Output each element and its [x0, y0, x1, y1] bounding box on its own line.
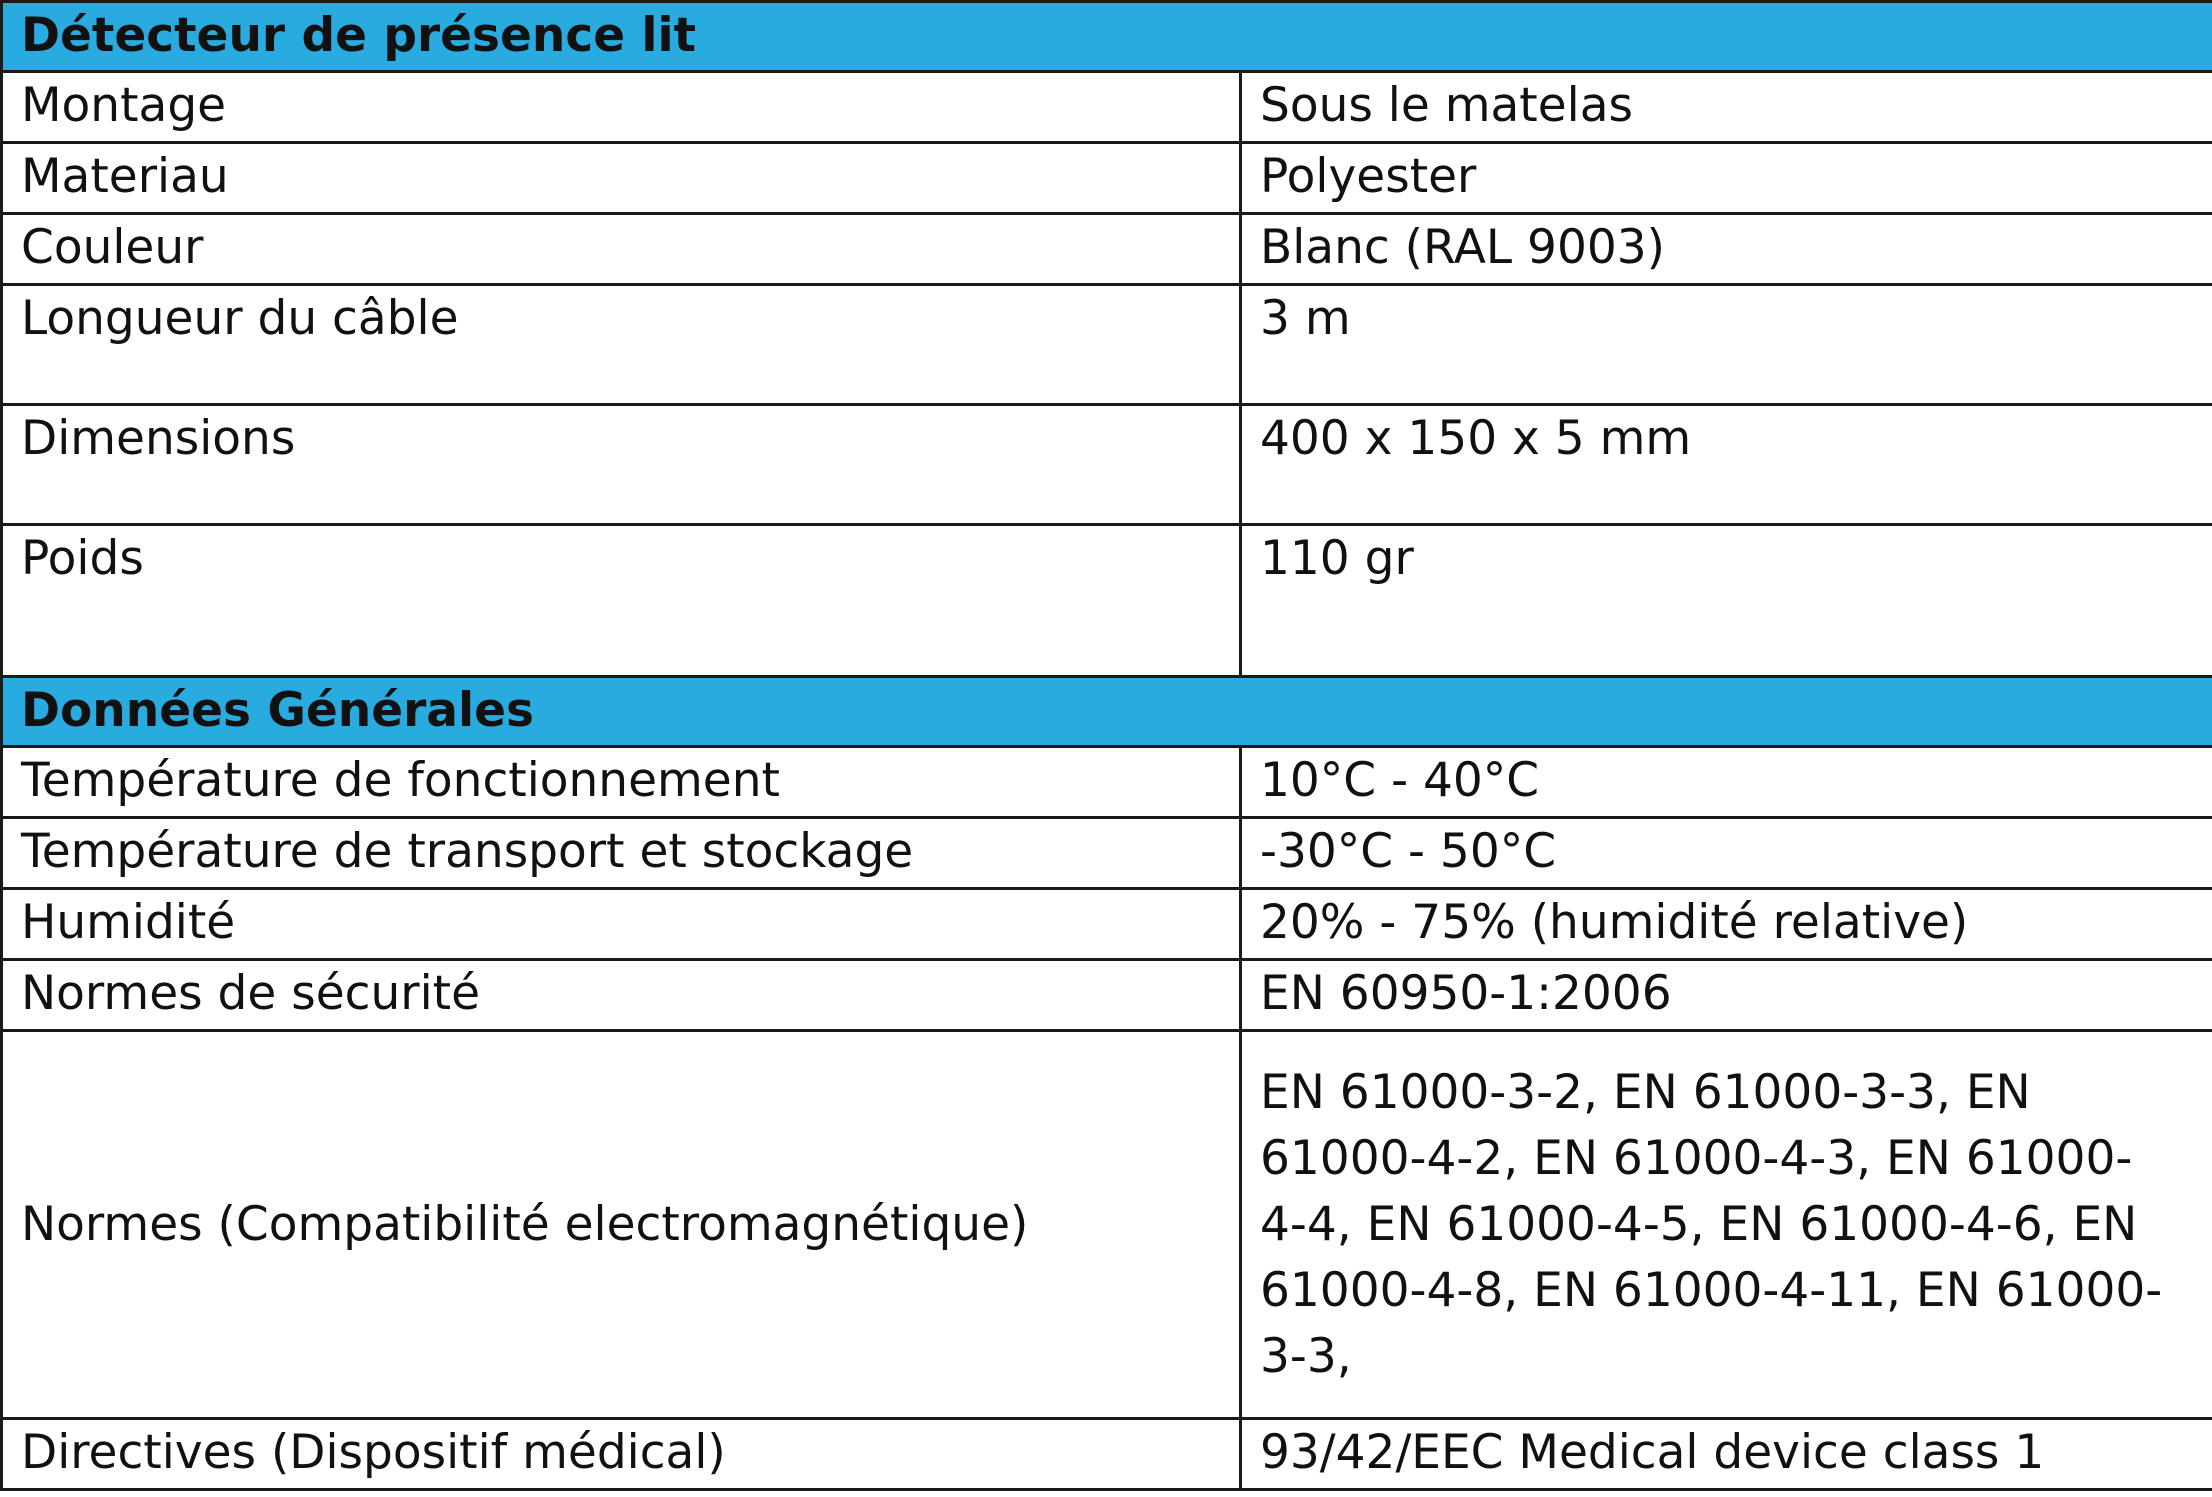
table-row [2, 818, 2212, 889]
section-title: Données Générales [2, 677, 2212, 747]
row-label: Humidité [2, 889, 1241, 960]
table-row [2, 889, 2212, 960]
table-row [2, 214, 2212, 285]
row-value: Blanc (RAL 9003) [1241, 214, 2212, 285]
row-label: Poids [2, 525, 1241, 677]
table-row [2, 525, 2212, 677]
row-label: Température de fonctionnement [2, 747, 1241, 818]
value-line: 61000-4-2, EN 61000-4-3, EN 61000- [1260, 1130, 2133, 1186]
section-header-detecteur [2, 2, 2212, 72]
section-title: Détecteur de présence lit [2, 2, 2212, 72]
value-line: 3-3, [1260, 1328, 1352, 1384]
value-line: 4-4, EN 61000-4-5, EN 61000-4-6, EN [1260, 1196, 2138, 1252]
value-line: EN 61000-3-2, EN 61000-3-3, EN [1260, 1064, 2031, 1120]
row-value: 3 m [1241, 285, 2212, 405]
row-label: Température de transport et stockage [2, 818, 1241, 889]
row-label: Directives (Dispositif médical) [2, 1419, 1241, 1490]
table-row [2, 143, 2212, 214]
table-row [2, 960, 2212, 1031]
row-value-multiline [1241, 1031, 2212, 1419]
row-label: Normes (Compatibilité electromagnétique) [2, 1031, 1241, 1419]
row-label: Montage [2, 72, 1241, 143]
value-line: 61000-4-8, EN 61000-4-11, EN 61000- [1260, 1262, 2163, 1318]
row-value: 93/42/EEC Medical device class 1 [1241, 1419, 2212, 1490]
row-label: Couleur [2, 214, 1241, 285]
table-row [2, 1419, 2212, 1490]
row-label: Longueur du câble [2, 285, 1241, 405]
row-label: Normes de sécurité [2, 960, 1241, 1031]
row-value: 110 gr [1241, 525, 2212, 677]
row-value: EN 60950-1:2006 [1241, 960, 2212, 1031]
table-row [2, 405, 2212, 525]
table-row [2, 72, 2212, 143]
row-label: Dimensions [2, 405, 1241, 525]
section-header-donnees-generales [2, 677, 2212, 747]
row-value: 400 x 150 x 5 mm [1241, 405, 2212, 525]
row-value: Sous le matelas [1241, 72, 2212, 143]
row-value: 10°C - 40°C [1241, 747, 2212, 818]
table-row [2, 1031, 2212, 1419]
row-value: 20% - 75% (humidité relative) [1241, 889, 2212, 960]
row-label: Materiau [2, 143, 1241, 214]
table-row [2, 747, 2212, 818]
row-value: Polyester [1241, 143, 2212, 214]
row-value: -30°C - 50°C [1241, 818, 2212, 889]
table-row [2, 285, 2212, 405]
